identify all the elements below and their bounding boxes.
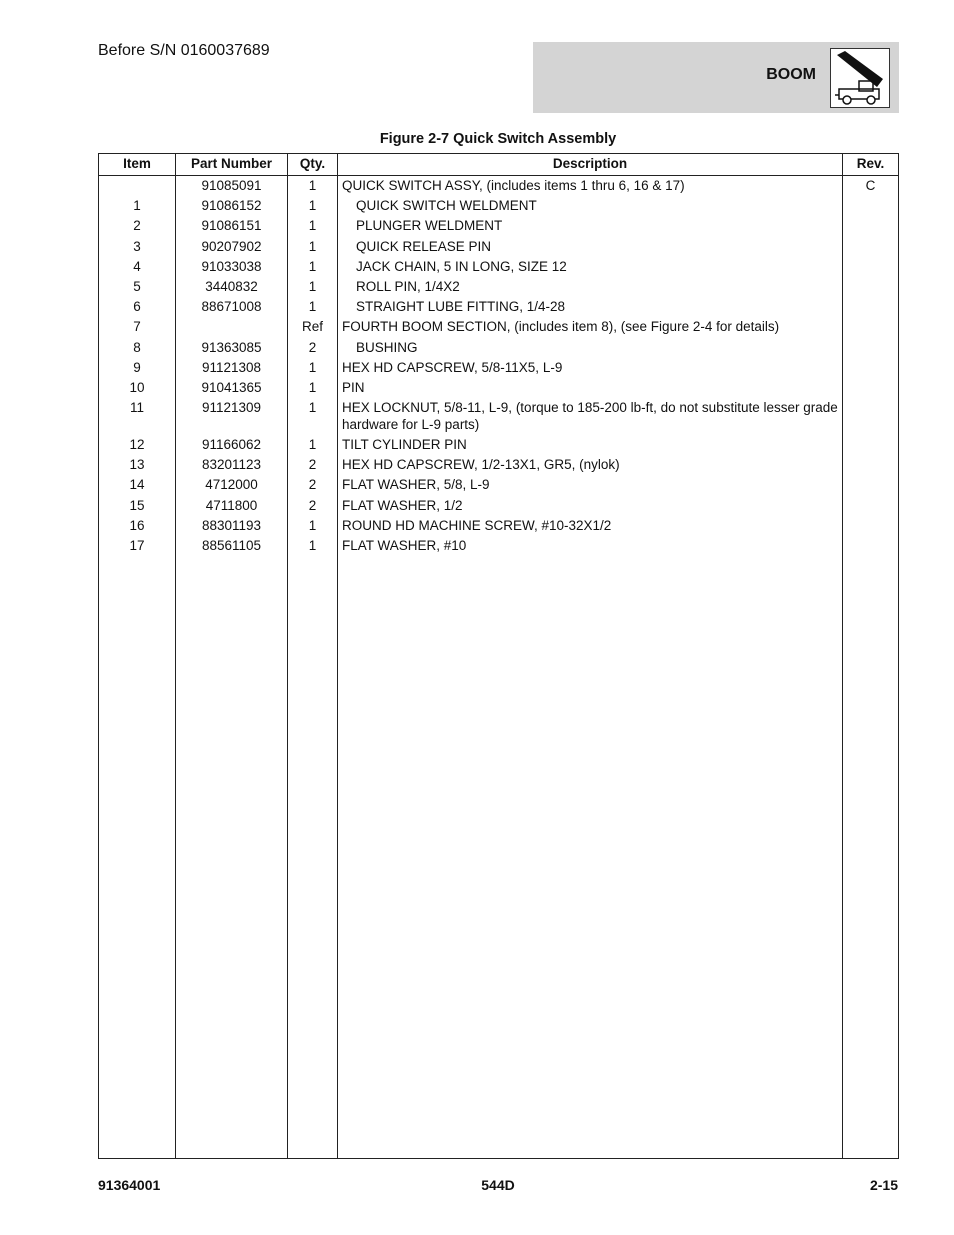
cell-part-number: 91033038 <box>201 258 262 274</box>
cell-part-number: 88671008 <box>201 299 262 315</box>
table-row <box>99 497 898 517</box>
cell-description: QUICK RELEASE PIN <box>356 238 492 254</box>
cell-description: FLAT WASHER, #10 <box>342 538 467 553</box>
cell-item: 7 <box>133 319 141 335</box>
cell-description: HEX LOCKNUT, 5/8-11, L-9, (torque to 185-200 lb-ft, do not substitute lesser grade hardware for L-9 parts) <box>342 400 838 433</box>
footer-model: 544D <box>481 1177 515 1193</box>
header-qty: Qty. <box>299 156 326 171</box>
table-row <box>99 379 898 399</box>
cell-description: ROUND HD MACHINE SCREW, #10-32X1/2 <box>342 517 612 533</box>
boom-telehandler-icon <box>830 48 890 108</box>
cell-item: 11 <box>129 400 144 416</box>
cell-rev: C <box>865 178 876 193</box>
table-row <box>99 298 898 318</box>
table-row <box>99 456 898 476</box>
cell-item: 13 <box>129 457 145 473</box>
cell-part-number: 91166062 <box>201 437 262 453</box>
table-row <box>99 318 898 338</box>
cell-part-number: 91086151 <box>201 218 262 234</box>
cell-qty: 1 <box>308 400 317 416</box>
cell-part-number: 91363085 <box>201 339 262 355</box>
cell-item: 17 <box>129 538 145 553</box>
table-header-row <box>99 154 898 176</box>
table-row <box>99 278 898 298</box>
parts-table <box>98 153 899 1159</box>
table-body <box>99 177 898 557</box>
table-row <box>99 258 898 278</box>
cell-item: 8 <box>133 339 141 355</box>
cell-description: PLUNGER WELDMENT <box>356 218 503 234</box>
cell-qty: 1 <box>308 517 317 533</box>
cell-item: 14 <box>129 477 145 493</box>
table-row <box>99 476 898 496</box>
cell-part-number: 4711800 <box>205 497 258 513</box>
cell-description: HEX HD CAPSCREW, 5/8-11X5, L-9 <box>342 359 563 375</box>
cell-qty: 1 <box>308 538 317 553</box>
cell-qty: 2 <box>308 497 317 513</box>
cell-item: 6 <box>133 299 141 315</box>
cell-item: 4 <box>133 258 141 274</box>
table-row <box>99 197 898 217</box>
cell-description: TILT CYLINDER PIN <box>342 437 467 453</box>
cell-description: QUICK SWITCH ASSY, (includes items 1 thru 6, 16 & 17) <box>342 178 685 193</box>
cell-qty: 1 <box>308 258 317 274</box>
cell-item: 10 <box>129 379 145 395</box>
cell-description: ROLL PIN, 1/4X2 <box>356 278 460 294</box>
cell-item: 3 <box>133 238 141 254</box>
cell-description: STRAIGHT LUBE FITTING, 1/4-28 <box>356 299 566 315</box>
cell-part-number: 90207902 <box>201 238 262 254</box>
cell-part-number: 91086152 <box>201 198 262 214</box>
cell-qty: 1 <box>308 218 317 234</box>
table-row <box>99 399 898 436</box>
cell-qty: 1 <box>308 178 317 193</box>
cell-item: 9 <box>133 359 141 375</box>
cell-description: HEX HD CAPSCREW, 1/2-13X1, GR5, (nylok) <box>342 457 620 473</box>
serial-number-note: Before S/N 0160037689 <box>98 42 270 59</box>
table-row <box>99 339 898 359</box>
cell-qty: 1 <box>308 379 317 395</box>
cell-part-number: 88561105 <box>201 538 262 553</box>
cell-description: BUSHING <box>356 339 418 355</box>
figure-title: Figure 2-7 Quick Switch Assembly <box>379 131 617 147</box>
table-row <box>99 436 898 456</box>
cell-description: PIN <box>342 379 365 395</box>
cell-description: FLAT WASHER, 1/2 <box>342 497 463 513</box>
cell-qty: 2 <box>308 457 317 473</box>
cell-qty: 2 <box>308 339 317 355</box>
footer-page-number: 2-15 <box>869 1177 898 1193</box>
cell-part-number: 91121308 <box>201 359 262 375</box>
header-part-number: Part Number <box>190 156 273 171</box>
cell-qty: 1 <box>308 299 317 315</box>
section-title: BOOM <box>766 66 816 83</box>
section-header <box>533 42 899 113</box>
cell-part-number: 91121309 <box>201 400 262 416</box>
table-row <box>99 238 898 258</box>
cell-qty: 1 <box>308 198 317 214</box>
cell-part-number: 83201123 <box>201 457 262 473</box>
cell-part-number: 91085091 <box>201 178 262 193</box>
cell-item: 2 <box>133 218 141 234</box>
cell-item: 15 <box>129 497 145 513</box>
cell-qty: Ref <box>301 319 323 335</box>
cell-item: 12 <box>129 437 145 453</box>
cell-item: 5 <box>133 278 141 294</box>
header-item: Item <box>123 156 151 171</box>
cell-description: FOURTH BOOM SECTION, (includes item 8), (see Figure 2-4 for details) <box>342 319 780 335</box>
table-row <box>99 177 898 197</box>
table-row <box>99 217 898 237</box>
table-row <box>99 517 898 537</box>
cell-qty: 1 <box>308 359 317 375</box>
cell-description: JACK CHAIN, 5 IN LONG, SIZE 12 <box>356 258 567 274</box>
cell-qty: 1 <box>308 278 317 294</box>
cell-qty: 1 <box>308 238 317 254</box>
header-rev: Rev. <box>856 156 885 171</box>
header-description: Description <box>552 156 628 171</box>
cell-item: 1 <box>133 198 141 214</box>
cell-part-number: 88301193 <box>201 517 262 533</box>
cell-part-number: 91041365 <box>201 379 262 395</box>
table-row <box>99 537 898 557</box>
cell-part-number: 3440832 <box>205 278 258 294</box>
table-row <box>99 359 898 379</box>
cell-description: QUICK SWITCH WELDMENT <box>356 198 537 214</box>
cell-description: FLAT WASHER, 5/8, L-9 <box>342 477 490 493</box>
footer-document-number: 91364001 <box>98 1177 161 1193</box>
cell-qty: 1 <box>308 437 317 453</box>
cell-item: 16 <box>129 517 145 533</box>
cell-qty: 2 <box>308 477 317 493</box>
cell-part-number: 4712000 <box>205 477 258 493</box>
